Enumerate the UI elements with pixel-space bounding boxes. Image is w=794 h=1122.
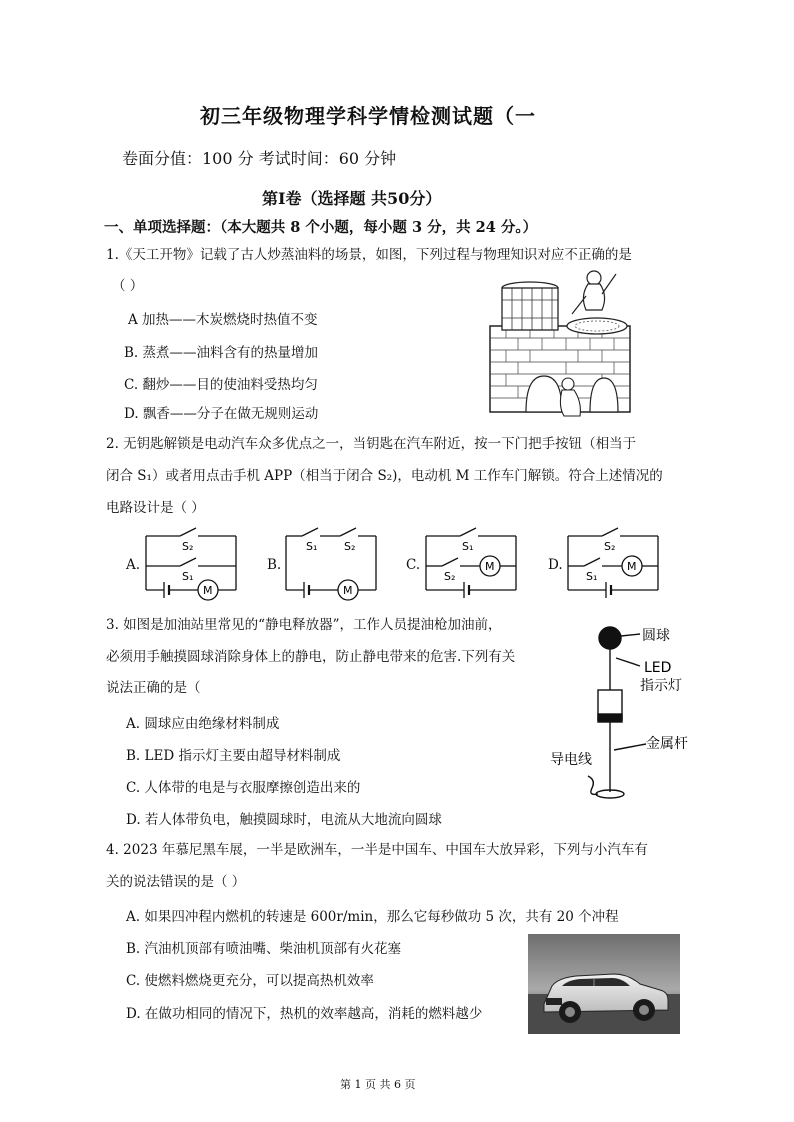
circuit-b-diagram bbox=[282, 524, 382, 606]
page-footer: 第 1 页 共 6 页 bbox=[340, 1078, 416, 1091]
circuit-a-motor: M bbox=[203, 584, 213, 597]
q4-car-photo bbox=[528, 934, 680, 1034]
q4-option-a: A. 如果四冲程内燃机的转速是 600r/min，那么它每秒做功 5 次，共有 20 个冲程 bbox=[126, 909, 619, 925]
q2-stem-line3: 电路设计是（ ） bbox=[106, 500, 205, 516]
circuit-a-switch-top: S₂ bbox=[182, 540, 194, 553]
q3-stem-line1: 3. 如图是加油站里常见的“静电释放器”，工作人员提油枪加油前， bbox=[106, 617, 502, 633]
circuit-d-switch-top: S₂ bbox=[604, 540, 616, 553]
q1-option-b: B. 蒸煮——油料含有的热量增加 bbox=[124, 345, 319, 361]
q3-stem-line3: 说法正确的是（ bbox=[106, 680, 201, 696]
label-wire: 导电线 bbox=[550, 752, 592, 768]
label-led: LED bbox=[644, 660, 672, 676]
page-title: 初三年级物理学科学情检测试题（一 bbox=[200, 104, 536, 128]
label-ball: 圆球 bbox=[642, 628, 670, 644]
q1-option-c: C. 翻炒——目的使油料受热均匀 bbox=[124, 377, 318, 393]
circuit-d-diagram bbox=[564, 524, 664, 606]
circuit-b-letter: B. bbox=[267, 557, 282, 573]
q3-option-a: A. 圆球应由绝缘材料制成 bbox=[126, 716, 280, 732]
circuit-b-motor: M bbox=[343, 584, 353, 597]
circuit-c-motor: M bbox=[485, 560, 495, 573]
q3-discharger-diagram bbox=[548, 620, 728, 810]
section-heading: 第Ⅰ卷（选择题 共50分） bbox=[262, 189, 442, 208]
q3-stem-line2: 必须用手触摸圆球消除身体上的静电，防止静电带来的危害.下列有关 bbox=[106, 649, 516, 665]
circuit-c-diagram bbox=[422, 524, 522, 606]
label-rod: 金属杆 bbox=[646, 736, 688, 752]
q4-stem-line2: 关的说法错误的是（ ） bbox=[106, 874, 246, 890]
q2-stem-line2: 闭合 S₁）或者用点击手机 APP（相当于闭合 S₂)，电动机 M 工作车门解锁。符合上述情况的 bbox=[106, 468, 663, 484]
q1-stem: 1.《天工开物》记载了古人炒蒸油料的场景，如图，下列过程与物理知识对应不正确的是 bbox=[106, 247, 632, 263]
q1-option-d: D. 飘香——分子在做无规则运动 bbox=[124, 406, 319, 422]
q3-option-b: B. LED 指示灯主要由超导材料制成 bbox=[126, 748, 341, 764]
q4-stem-line1: 4. 2023 年慕尼黑车展，一半是欧洲车，一半是中国车、中国车大放异彩，下列与小汽车有 bbox=[106, 842, 648, 858]
q4-option-c: C. 使燃料燃烧更充分，可以提高热机效率 bbox=[126, 973, 374, 989]
circuit-d-motor: M bbox=[627, 560, 637, 573]
circuit-c-switch-top: S₁ bbox=[462, 540, 474, 553]
circuit-b-switch-left: S₁ bbox=[306, 540, 318, 553]
circuit-c-letter: C. bbox=[406, 557, 421, 573]
q1-answer-paren: （ ） bbox=[112, 278, 144, 294]
circuit-a-letter: A. bbox=[126, 557, 141, 573]
exam-meta: 卷面分值：100 分 考试时间：60 分钟 bbox=[122, 149, 397, 168]
q1-stove-illustration bbox=[482, 266, 642, 426]
circuit-b-switch-right: S₂ bbox=[344, 540, 356, 553]
q4-option-b: B. 汽油机顶部有喷油嘴、柴油机顶部有火花塞 bbox=[126, 941, 402, 957]
q2-stem-line1: 2. 无钥匙解锁是电动汽车众多优点之一，当钥匙在汽车附近，按一下门把手按钮（相当于 bbox=[106, 436, 637, 452]
circuit-c-switch-bottom: S₂ bbox=[444, 570, 456, 583]
circuit-d-letter: D. bbox=[548, 557, 563, 573]
part-heading: 一、单项选择题：（本大题共 8 个小题，每小题 3 分，共 24 分。） bbox=[104, 219, 538, 236]
circuit-a-diagram bbox=[142, 524, 242, 606]
q1-option-a: A 加热——木炭燃烧时热值不变 bbox=[128, 312, 318, 328]
q3-option-d: D. 若人体带负电，触摸圆球时，电流从大地流向圆球 bbox=[126, 812, 442, 828]
q3-option-c: C. 人体带的电是与衣服摩擦创造出来的 bbox=[126, 780, 361, 796]
circuit-a-switch-bottom: S₁ bbox=[182, 570, 194, 583]
circuit-d-switch-bottom: S₁ bbox=[586, 570, 598, 583]
label-indicator: 指示灯 bbox=[640, 678, 682, 694]
q4-option-d: D. 在做功相同的情况下，热机的效率越高，消耗的燃料越少 bbox=[126, 1006, 483, 1022]
